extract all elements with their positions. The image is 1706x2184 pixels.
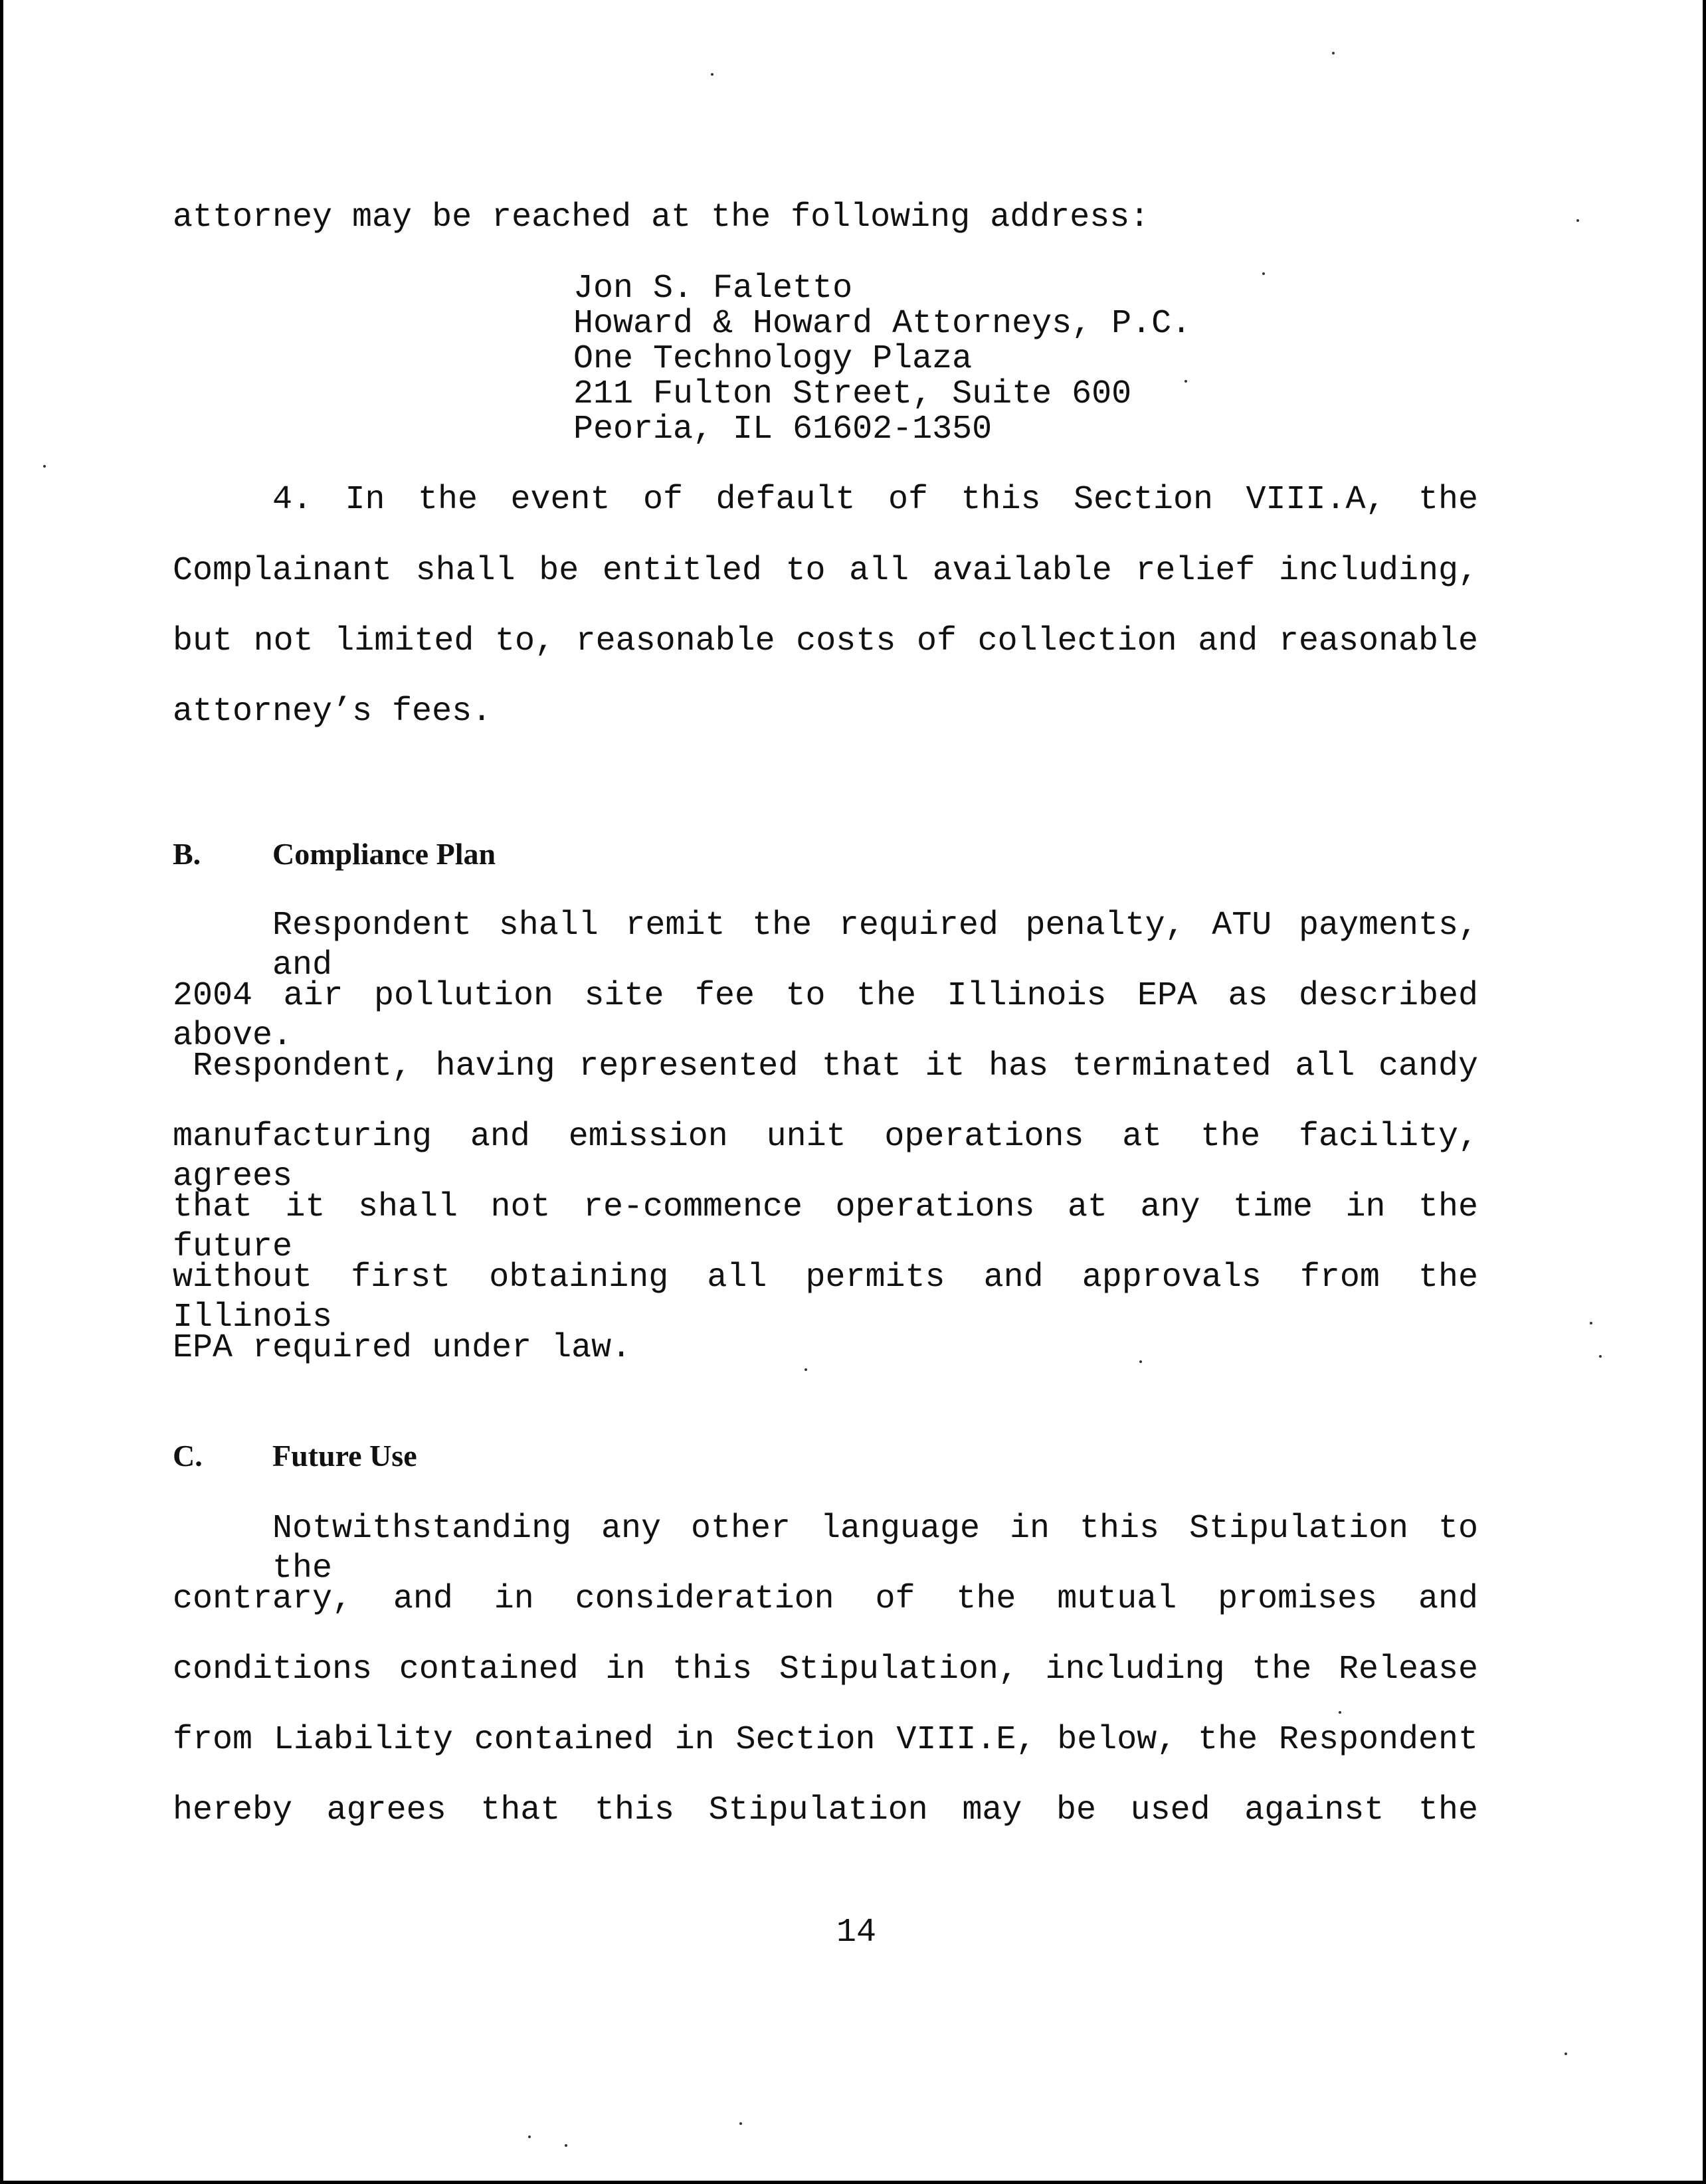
address-street: 211 Fulton Street, Suite 600 [573, 375, 1132, 413]
scan-speck [1576, 219, 1579, 222]
address-building: One Technology Plaza [573, 340, 973, 378]
section-c-heading [173, 1436, 417, 1476]
scan-speck [565, 2144, 567, 2147]
section-b-line: Respondent, having represented that it has terminated all candy [193, 1047, 1478, 1085]
intro-line: attorney may be reached at the following address: [173, 199, 1150, 236]
scan-speck [805, 1368, 807, 1371]
section-c-line: hereby agrees that this Stipulation may be used against the [173, 1791, 1478, 1829]
section-b-line: that it shall not re-commence operations at any time in the future [173, 1188, 1478, 1266]
section-b-line: Respondent shall remit the required penalty, ATU payments, and [272, 907, 1478, 984]
scan-speck [1339, 1711, 1341, 1714]
section-b-line: EPA required under law. [173, 1329, 632, 1367]
section-b-letter: B. [173, 837, 201, 871]
section-b-title: Compliance Plan [272, 837, 496, 871]
section-c-line: conditions contained in this Stipulation, including the Release [173, 1651, 1478, 1688]
scan-speck [1599, 1355, 1602, 1358]
section-c-line: contrary, and in consideration of the mutual promises and [173, 1580, 1478, 1618]
address-city: Peoria, IL 61602-1350 [573, 410, 993, 448]
paragraph-4-line: attorney’s fees. [173, 693, 492, 731]
scan-speck [711, 73, 713, 76]
scan-speck [1262, 272, 1265, 275]
section-b-line: without first obtaining all permits and approvals from the Illinois [173, 1259, 1478, 1336]
paragraph-4-line: Complainant shall be entitled to all available relief including, [173, 552, 1478, 590]
scan-speck [1590, 1322, 1592, 1324]
address-firm: Howard & Howard Attorneys, P.C. [573, 305, 1192, 343]
section-c-title: Future Use [272, 1439, 417, 1473]
section-c-line: from Liability contained in Section VIII.E, below, the Respondent [173, 1721, 1478, 1759]
scan-speck [43, 465, 46, 468]
paragraph-4-line: 4. In the event of default of this Section VIII.A, the [272, 481, 1478, 519]
scan-speck [1332, 52, 1335, 54]
scan-speck [1185, 380, 1187, 383]
scan-speck [1564, 2052, 1567, 2055]
scan-speck [1139, 1360, 1142, 1363]
section-b-line: 2004 air pollution site fee to the Illinois EPA as described above. [173, 977, 1478, 1055]
section-b-line: manufacturing and emission unit operations at the facility, agrees [173, 1118, 1478, 1196]
scan-speck [528, 2136, 531, 2138]
section-b-heading [173, 834, 496, 874]
paragraph-4-line: but not limited to, reasonable costs of collection and reasonable [173, 622, 1478, 660]
section-c-letter: C. [173, 1439, 203, 1473]
scan-speck [739, 2122, 742, 2125]
page-number: 14 [836, 1914, 876, 1952]
address-name: Jon S. Faletto [573, 270, 853, 308]
section-c-line: Notwithstanding any other language in this Stipulation to the [272, 1510, 1478, 1588]
